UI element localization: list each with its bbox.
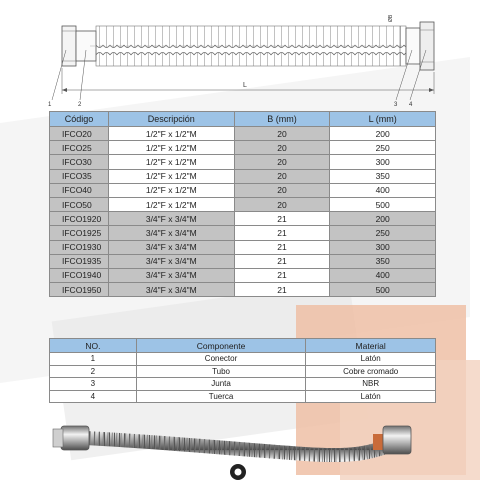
- cell-code: IFCO1925: [50, 226, 109, 240]
- column-header-code: Código: [50, 112, 109, 127]
- cell-code: IFCO30: [50, 155, 109, 169]
- washer-image: [228, 462, 248, 482]
- table-row: [50, 254, 436, 268]
- cell-description: 3/4"F x 3/4"M: [108, 212, 234, 226]
- cell-number: 4: [50, 390, 137, 403]
- cell-description: 3/4"F x 3/4"M: [108, 226, 234, 240]
- cell-l: 250: [330, 226, 436, 240]
- column-header-description: Descripción: [108, 112, 234, 127]
- cell-code: IFCO50: [50, 197, 109, 211]
- cell-description: 3/4"F x 3/4"M: [108, 254, 234, 268]
- cell-description: 1/2"F x 1/2"M: [108, 197, 234, 211]
- table-row: [50, 226, 436, 240]
- table-row: [50, 268, 436, 282]
- cell-b: 21: [234, 268, 330, 282]
- table-row: [50, 127, 436, 141]
- technical-drawing: [40, 10, 450, 110]
- cell-material: Latón: [306, 353, 436, 366]
- table-row: [50, 365, 436, 378]
- table-header-row: [50, 112, 436, 127]
- hose-connector: [61, 426, 89, 450]
- cell-material: Cobre cromado: [306, 365, 436, 378]
- hose-gasket: [373, 434, 383, 450]
- cell-description: 1/2"F x 1/2"M: [108, 155, 234, 169]
- svg-text:ØB: ØB: [388, 14, 394, 22]
- cell-code: IFCO20: [50, 127, 109, 141]
- cell-number: 2: [50, 365, 137, 378]
- column-header-material: Material: [306, 339, 436, 353]
- table-row: [50, 378, 436, 391]
- cell-l: 400: [330, 268, 436, 282]
- cell-b: 20: [234, 183, 330, 197]
- dimension-label: L: [243, 82, 247, 89]
- cell-b: 20: [234, 155, 330, 169]
- cell-description: 3/4"F x 3/4"M: [108, 283, 234, 297]
- hose-nut: [383, 426, 411, 454]
- cell-code: IFCO1930: [50, 240, 109, 254]
- callout-3: 3: [394, 102, 398, 108]
- specifications-table: [49, 111, 436, 297]
- callout-4: 4: [409, 102, 413, 108]
- corrugated-tube: [96, 26, 406, 66]
- cell-code: IFCO25: [50, 141, 109, 155]
- cell-b: 20: [234, 141, 330, 155]
- table-row: [50, 283, 436, 297]
- column-header-number: NO.: [50, 339, 137, 353]
- cell-l: 400: [330, 183, 436, 197]
- cell-component: Junta: [136, 378, 306, 391]
- cell-l: 350: [330, 254, 436, 268]
- cell-b: 20: [234, 127, 330, 141]
- table-row: [50, 155, 436, 169]
- cell-l: 500: [330, 197, 436, 211]
- table-row: [50, 169, 436, 183]
- cell-l: 250: [330, 141, 436, 155]
- cell-l: 200: [330, 212, 436, 226]
- cell-description: 1/2"F x 1/2"M: [108, 169, 234, 183]
- column-header-b: B (mm): [234, 112, 330, 127]
- cell-code: IFCO1935: [50, 254, 109, 268]
- table-row: [50, 141, 436, 155]
- cell-component: Conector: [136, 353, 306, 366]
- cell-component: Tuerca: [136, 390, 306, 403]
- cell-l: 500: [330, 283, 436, 297]
- cell-material: NBR: [306, 378, 436, 391]
- cell-b: 21: [234, 254, 330, 268]
- cell-code: IFCO1940: [50, 268, 109, 282]
- cell-l: 300: [330, 155, 436, 169]
- cell-b: 21: [234, 226, 330, 240]
- cell-l: 300: [330, 240, 436, 254]
- table-row: [50, 183, 436, 197]
- cell-l: 200: [330, 127, 436, 141]
- table-row: [50, 390, 436, 403]
- cell-code: IFCO40: [50, 183, 109, 197]
- cell-description: 1/2"F x 1/2"M: [108, 183, 234, 197]
- callout-1: 1: [48, 102, 52, 108]
- table-row: [50, 240, 436, 254]
- cell-number: 3: [50, 378, 137, 391]
- cell-code: IFCO1920: [50, 212, 109, 226]
- cell-description: 1/2"F x 1/2"M: [108, 127, 234, 141]
- table-row: [50, 197, 436, 211]
- cell-b: 20: [234, 169, 330, 183]
- cell-b: 21: [234, 240, 330, 254]
- table-row: [50, 212, 436, 226]
- column-header-component: Componente: [136, 339, 306, 353]
- cell-description: 3/4"F x 3/4"M: [108, 268, 234, 282]
- cell-material: Latón: [306, 390, 436, 403]
- cell-description: 1/2"F x 1/2"M: [108, 141, 234, 155]
- column-header-l: L (mm): [330, 112, 436, 127]
- cell-l: 350: [330, 169, 436, 183]
- table-row: [50, 353, 436, 366]
- components-table: [49, 338, 436, 403]
- cell-b: 21: [234, 283, 330, 297]
- table-header-row: [50, 339, 436, 353]
- cell-b: 20: [234, 197, 330, 211]
- left-fitting: [62, 26, 76, 66]
- callout-2: 2: [78, 102, 82, 108]
- cell-number: 1: [50, 353, 137, 366]
- cell-code: IFCO35: [50, 169, 109, 183]
- cell-b: 21: [234, 212, 330, 226]
- cell-code: IFCO1950: [50, 283, 109, 297]
- cell-description: 3/4"F x 3/4"M: [108, 240, 234, 254]
- cell-component: Tubo: [136, 365, 306, 378]
